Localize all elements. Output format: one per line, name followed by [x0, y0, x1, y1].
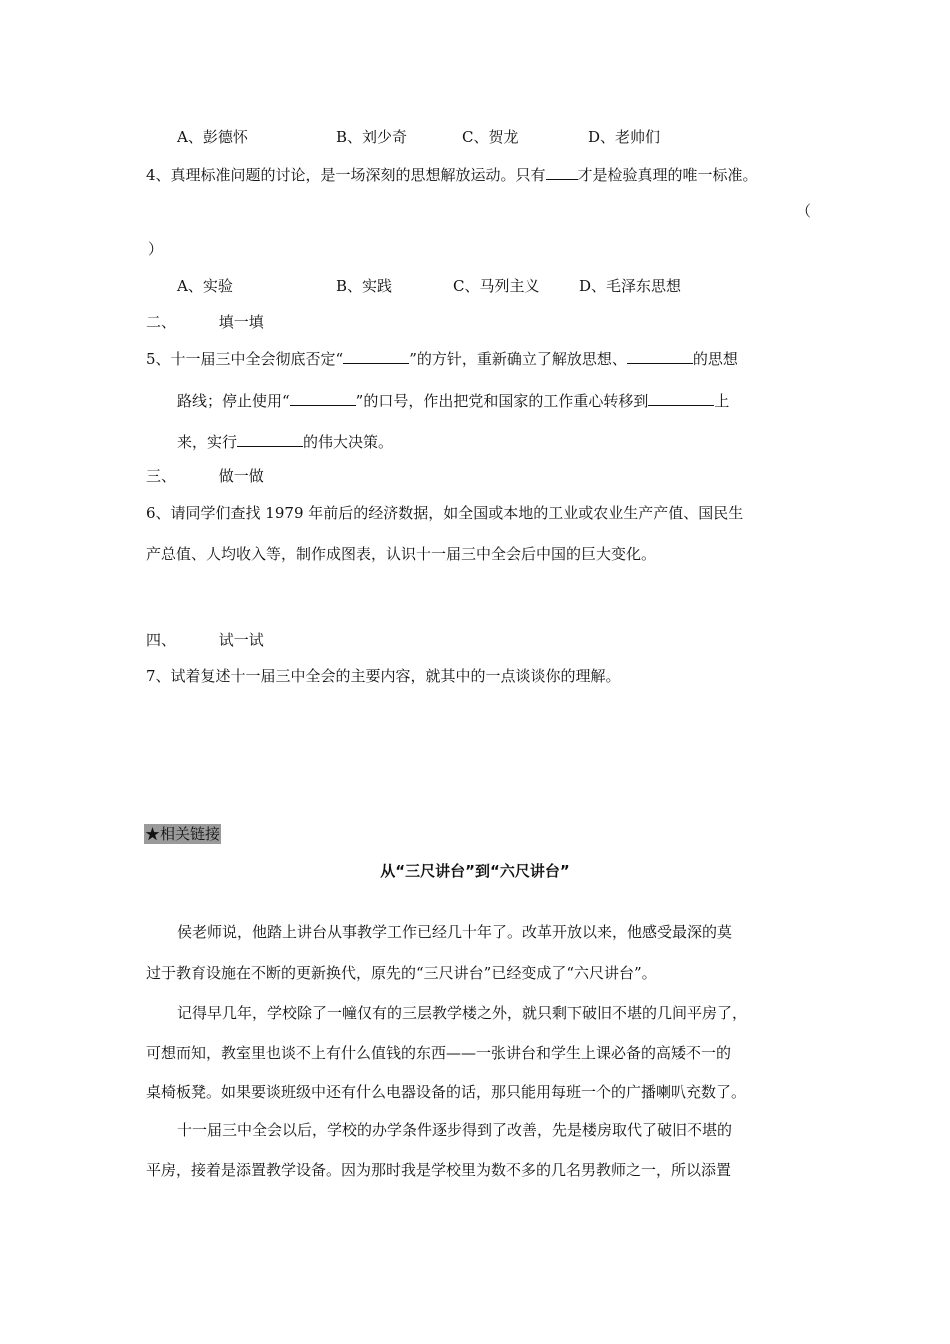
- q7-question: 7、试着复述十一届三中全会的主要内容，就其中的一点谈谈你的理解。: [146, 667, 621, 685]
- section-4-title: 试一试: [218, 631, 264, 649]
- article-line-7: 平房，接着是添置教学设备。因为那时我是学校里为数不多的几名男教师之一，所以添置: [146, 1161, 732, 1179]
- article-line-5: 桌椅板凳。如果要谈班级中还有什么电器设备的话，那只能用每班一个的广播喇叭充数了。: [146, 1083, 747, 1101]
- q5-blank-2: [627, 348, 693, 364]
- related-link-label: ★相关链接: [145, 825, 221, 843]
- section-2-title: 填一填: [218, 313, 264, 331]
- q5-blank-3: [290, 390, 356, 406]
- q4-option-c: C、马列主义: [453, 277, 540, 295]
- section-2-number: 二、: [146, 313, 177, 331]
- q3-option-a: A、彭德怀: [177, 128, 248, 146]
- q5-line-2: 路线；停止使用“ ”的口号，作出把党和国家的工作重心转移到 上: [177, 392, 730, 410]
- q3-option-c: C、贺龙: [462, 128, 519, 146]
- q4-blank: [546, 164, 578, 180]
- q4-paren-close: ）: [148, 240, 164, 258]
- q4-option-a: A、实验: [177, 277, 233, 295]
- article-line-6: 十一届三中全会以后，学校的办学条件逐步得到了改善，先是楼房取代了破旧不堪的: [177, 1121, 733, 1139]
- article-line-4: 可想而知，教室里也谈不上有什么值钱的东西——一张讲台和学生上课必备的高矮不一的: [146, 1044, 732, 1062]
- article-title: 从“三尺讲台”到“六尺讲台”: [380, 862, 570, 880]
- section-3-number: 三、: [146, 467, 177, 485]
- q6-line-2: 产总值、人均收入等，制作成图表，认识十一届三中全会后中国的巨大变化。: [146, 545, 657, 563]
- section-3-heading: [146, 466, 264, 486]
- q6-line-1: 6、请同学们查找 1979 年前后的经济数据，如全国或本地的工业或农业生产产值、国民生: [146, 504, 744, 522]
- q3-option-d: D、老帅们: [588, 128, 661, 146]
- q4-paren-open: （: [796, 202, 812, 220]
- q5-line-1: 5、十一届三中全会彻底否定“ ”的方针，重新确立了解放思想、 的思想: [146, 350, 738, 368]
- article-line-2: 过于教育设施在不断的更新换代，原先的“三尺讲台”已经变成了“六尺讲台”。: [146, 964, 657, 982]
- article-line-1: 侯老师说，他踏上讲台从事教学工作已经几十年了。改革开放以来，他感受最深的莫: [177, 923, 733, 941]
- q4-option-b: B、实践: [336, 277, 393, 295]
- section-3-title: 做一做: [218, 467, 264, 485]
- q4-question: 4、真理标准问题的讨论，是一场深刻的思想解放运动。只有 才是检验真理的唯一标准。: [146, 166, 758, 184]
- q5-blank-1: [343, 348, 409, 364]
- q3-option-b: B、刘少奇: [336, 128, 408, 146]
- q5-blank-5: [237, 431, 303, 447]
- q5-line-3: 来，实行 的伟大决策。: [177, 433, 394, 451]
- q4-option-d: D、毛泽东思想: [579, 277, 682, 295]
- q5-blank-4: [648, 390, 714, 406]
- section-4-heading: [146, 630, 264, 650]
- section-2-heading: [146, 312, 264, 332]
- article-line-3: 记得早几年，学校除了一幢仅有的三层教学楼之外，就只剩下破旧不堪的几间平房了，: [177, 1004, 748, 1022]
- section-4-number: 四、: [146, 631, 177, 649]
